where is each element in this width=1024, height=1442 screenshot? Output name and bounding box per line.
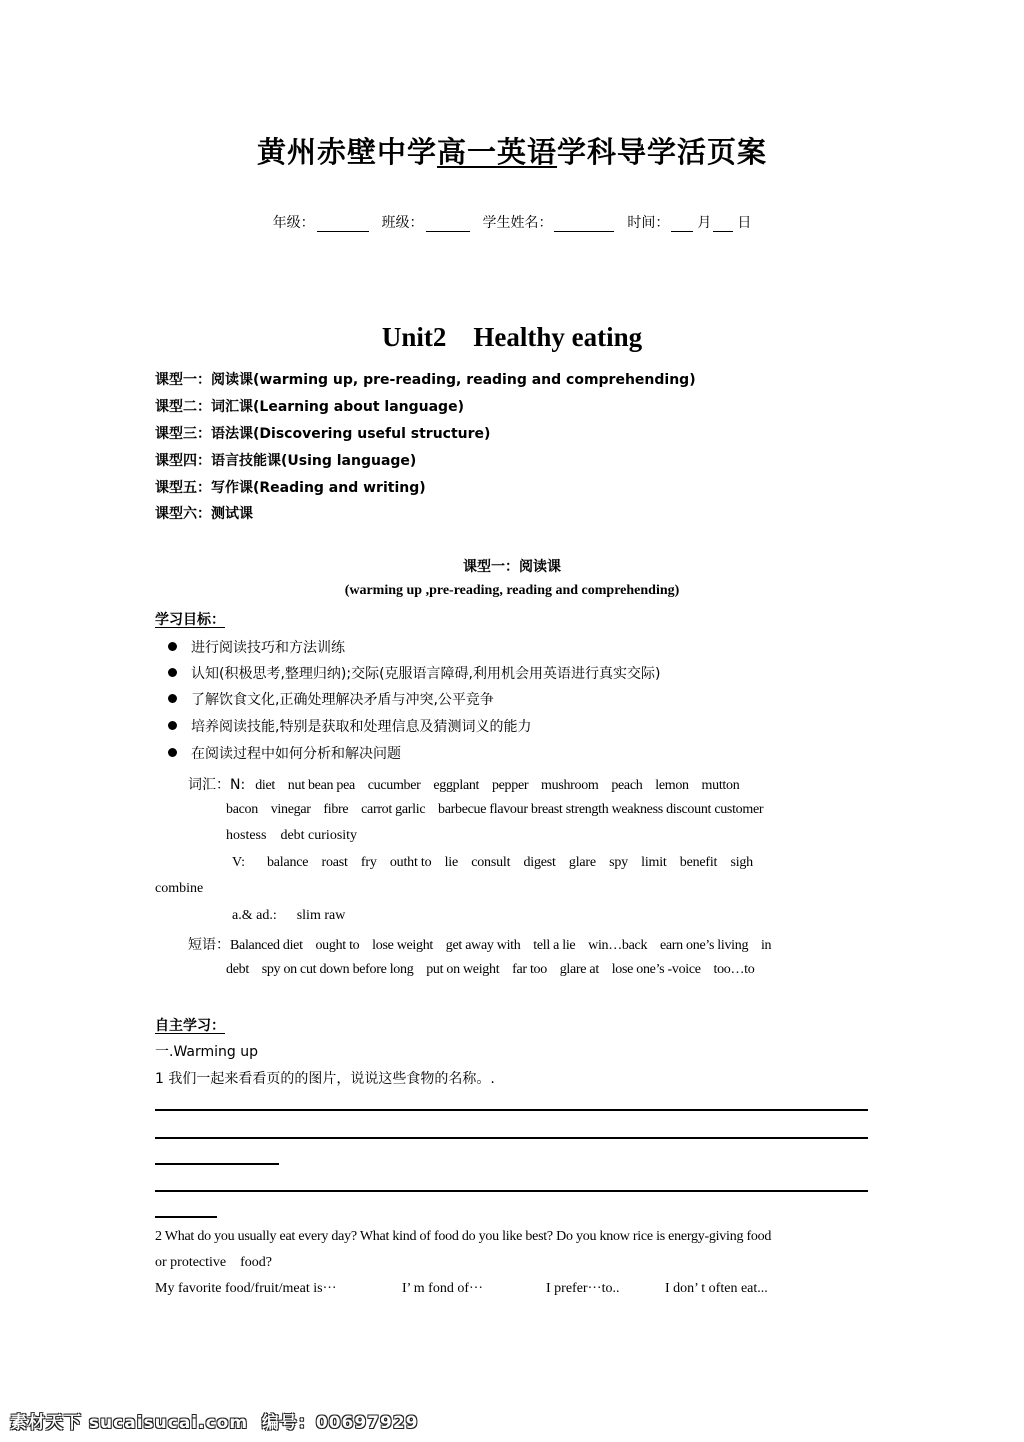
bullet-icon — [168, 748, 177, 757]
class-blank[interactable] — [426, 217, 470, 232]
student-blank[interactable] — [554, 217, 614, 232]
section-heading: 课型一：阅读课 — [463, 559, 561, 575]
vocab-adj-line: a.& ad.: slim raw — [232, 908, 346, 923]
section-subheading: (warming up ,pre-reading, reading and comprehending) — [344, 583, 680, 598]
vocab-nouns-line-3: hostess debt curiosity — [226, 828, 358, 843]
vocab-nouns-line-2: bacon vinegar fibre carrot garlic barbecue flavour breast strength weakness discount customer — [226, 802, 764, 817]
bullet-icon — [168, 694, 177, 703]
grade-label: 年级： — [272, 215, 315, 231]
vocab-verbs-line: V: balance roast fry outht to lie consult digest glare spy limit benefit sigh — [232, 855, 753, 870]
prompt-dont-eat: I don’ t often eat... — [665, 1281, 768, 1296]
course-type-6: 课型六：测试课 — [155, 506, 253, 522]
course-type-1: 课型一：阅读课(warming up, pre-reading, reading and comprehending) — [155, 372, 696, 388]
goal-item: 在阅读过程中如何分析和解决问题 — [168, 743, 401, 763]
unit-title: Unit2 Healthy eating — [381, 322, 643, 352]
vocab-nouns-line-1: 词汇：N: diet nut bean pea cucumber eggplant pepper mushroom peach lemon mutton — [188, 777, 740, 793]
phrases-label: 短语： — [188, 937, 230, 953]
course-type-3: 课型三：语法课(Discovering useful structure) — [155, 426, 491, 442]
goal-item: 了解饮食文化,正确处理解决矛盾与冲突,公平竞争 — [168, 689, 494, 709]
grade-blank[interactable] — [317, 217, 369, 232]
student-label: 学生姓名： — [482, 215, 553, 231]
prompt-favorite: My favorite food/fruit/meat is··· — [155, 1281, 337, 1296]
answer-line[interactable] — [155, 1163, 279, 1165]
vocab-verbs-wrap: combine — [155, 881, 204, 896]
answer-line[interactable] — [155, 1190, 868, 1192]
adj-label: a.& ad.: — [232, 908, 277, 923]
watermark: 素材天下 sucaisucai.com 编号：00697929 — [10, 1413, 419, 1433]
phrases-line-1: 短语：Balanced diet ought to lose weight get away with tell a lie win…back earn one’s living in — [188, 937, 772, 953]
goal-item: 进行阅读技巧和方法训练 — [168, 637, 345, 657]
goal-item: 认知(积极思考,整理归纳);交际(克服语言障碍,利用机会用英语进行真实交际) — [168, 663, 660, 683]
page-title: 黄州赤壁中学高一英语学科导学活页案 — [256, 135, 768, 169]
course-type-5: 课型五：写作课(Reading and writing) — [155, 480, 426, 496]
goals-label: 学习目标： — [155, 612, 225, 628]
prompt-prefer: I prefer···to.. — [546, 1281, 620, 1296]
answer-line[interactable] — [155, 1109, 868, 1111]
title-subject: 高一英语 — [436, 135, 557, 169]
time-label: 时间： — [627, 215, 670, 231]
self-study-label: 自主学习： — [155, 1018, 225, 1034]
bullet-icon — [168, 642, 177, 651]
class-label: 班级： — [381, 215, 424, 231]
goal-item: 培养阅读技能,特别是获取和处理信息及猜测词义的能力 — [168, 716, 531, 736]
prompt-fond-of: I’ m fond of··· — [402, 1281, 483, 1296]
vocab-label: 词汇：N: — [188, 777, 246, 793]
month-blank[interactable] — [671, 217, 693, 232]
day-blank[interactable] — [713, 217, 733, 232]
bullet-icon — [168, 668, 177, 677]
question-2-line-1: 2 What do you usually eat every day? What kind of food do you like best? Do you know rice is energy-giving food — [155, 1229, 772, 1244]
part-title: 一.Warming up — [155, 1044, 258, 1060]
question-2-line-2: or protective food? — [155, 1255, 273, 1270]
answer-line[interactable] — [155, 1216, 217, 1218]
phrases-line-2: debt spy on cut down before long put on weight far too glare at lose one’s -voice too…to — [226, 962, 755, 977]
verbs-label: V: — [232, 855, 245, 870]
course-type-2: 课型二：词汇课(Learning about language) — [155, 399, 464, 415]
question-1: 1 我们一起来看看页的的图片，说说这些食物的名称。. — [155, 1071, 495, 1087]
answer-line[interactable] — [155, 1137, 868, 1139]
student-info-line: 年级： 班级： 学生姓名： 时间： 月 日 — [272, 215, 752, 231]
bullet-icon — [168, 721, 177, 730]
course-type-4: 课型四：语言技能课(Using language) — [155, 453, 417, 469]
